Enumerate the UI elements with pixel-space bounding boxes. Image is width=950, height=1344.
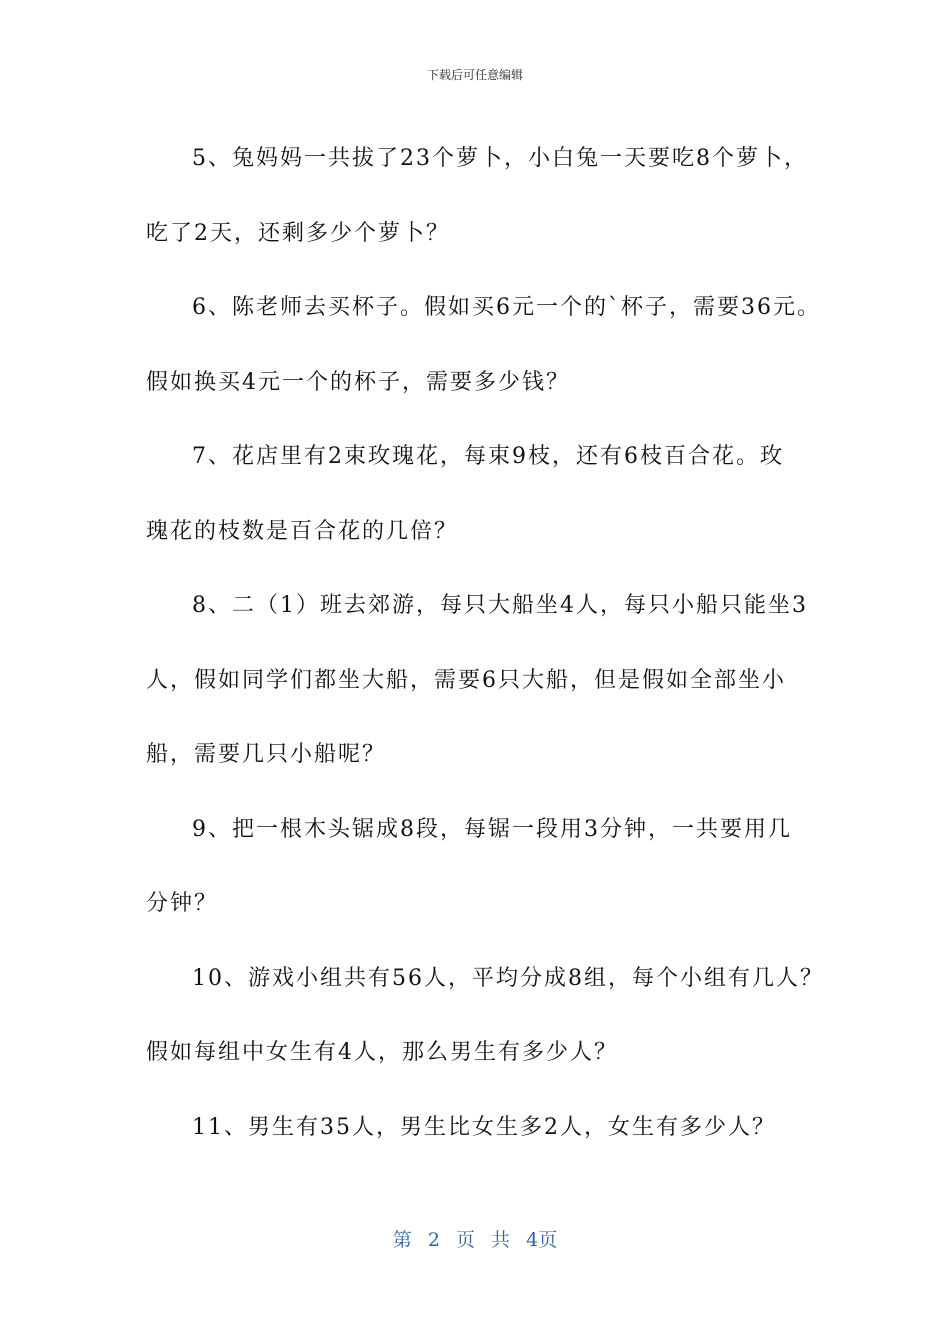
problem-7: 7、花店里有2束玫瑰花，每束9枝，还有6枝百合花。玫 瑰花的枝数是百合花的几倍？ — [146, 444, 784, 544]
problem-list — [146, 122, 826, 1165]
problem-8: 8、二（1）班去郊游，每只大船坐4人，每只小船只能坐3 人，假如同学们都坐大船，需要6只大船，但是假如全部坐小 船，需要几只小船呢？ — [146, 593, 808, 767]
footer-current-page: 2 — [427, 1229, 440, 1251]
footer-page-word: 页 — [455, 1229, 475, 1251]
footer-total-pages: 4页 — [526, 1229, 558, 1251]
footer-total-word: 共 — [491, 1229, 511, 1251]
problem-10: 10、游戏小组共有56人，平均分成8组，每个小组有几人？ 假如每组中女生有4人，那么男生有多少人？ — [146, 965, 824, 1065]
problem-6: 6、陈老师去买杯子。假如买6元一个的`杯子，需要36元。 假如换买4元一个的杯子，需要多少钱？ — [146, 295, 821, 395]
page-header-note: 下载后可任意编辑 — [426, 68, 523, 82]
footer-prefix: 第 — [392, 1229, 412, 1251]
problem-11: 11、男生有35人，男生比女生多2人，女生有多少人？ — [192, 1114, 776, 1140]
problem-9: 9、把一根木头锯成8段，每锯一段用3分钟，一共要用几 分钟？ — [146, 816, 792, 916]
problem-5: 5、兔妈妈一共拔了23个萝卜，小白兔一天要吃8个萝卜， 吃了2天，还剩多少个萝卜？ — [146, 146, 808, 246]
page-footer — [0, 1225, 950, 1252]
